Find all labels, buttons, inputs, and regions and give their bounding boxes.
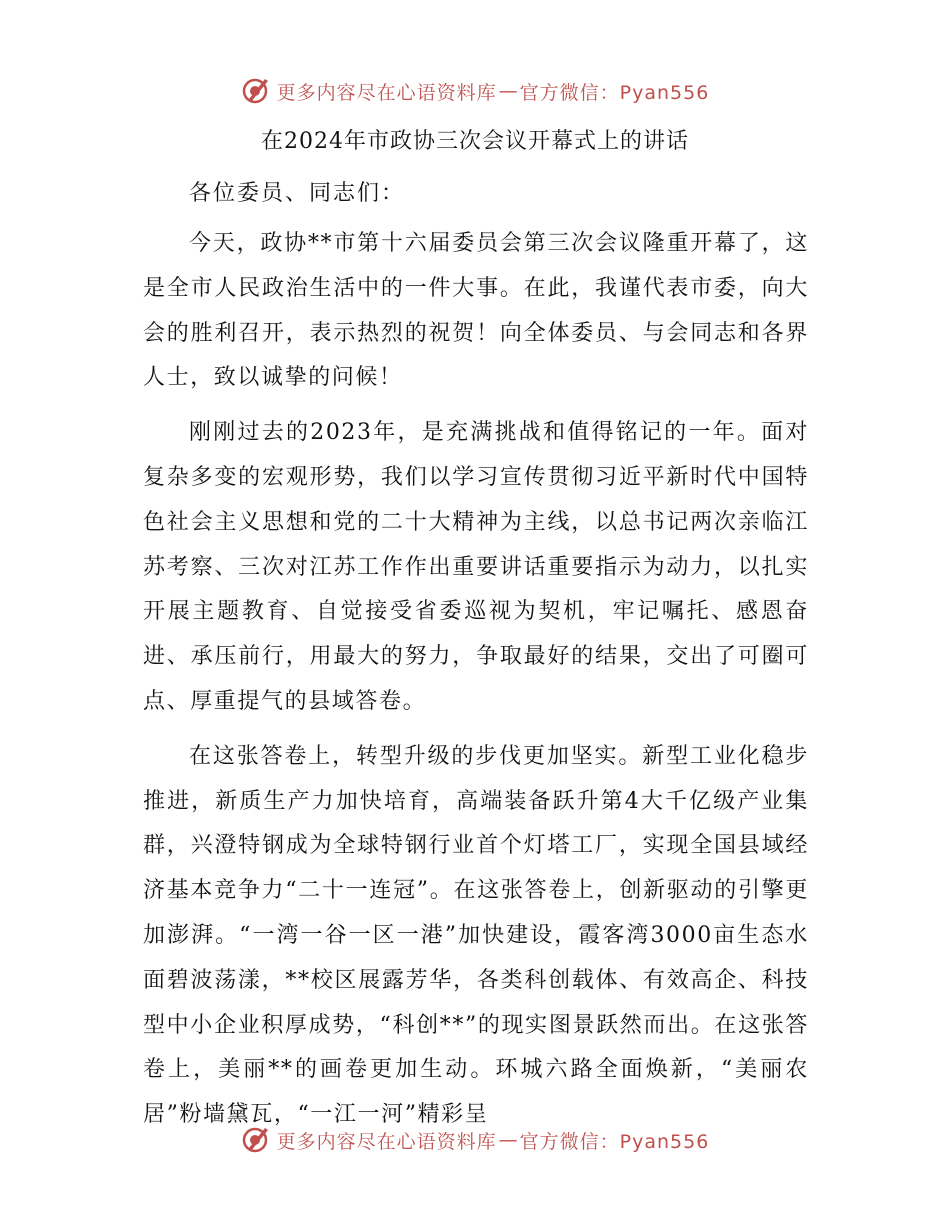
paragraph: 刚刚过去的2023年，是充满挑战和值得铭记的一年。面对复杂多变的宏观形势，我们以学习宣传贯彻习近平新时代中国特色社会主义思想和党的二十大精神为主线，以总书记两次亲临江苏考察、三次对江苏工作作出重要讲话重要指示为动力，以扎实开展主题教育、自觉接受省委巡视为契机，牢记嘱托、感恩奋进、承压前行，用最大的努力，争取最好的结果，交出了可圈可点、厚重提气的县域答卷。 (143, 420, 809, 714)
paragraph: 今天，政协**市第十六届委员会第三次会议隆重开幕了，这是全市人民政治生活中的一件大事。在此，我谨代表市委，向大会的胜利召开，表示热烈的祝贺！向全体委员、与会同志和各界人士，致以诚挚的问候！ (143, 231, 809, 391)
watermark-official: 官方微信：Pyan556 (519, 1130, 710, 1153)
document-body (143, 222, 809, 1148)
watermark-official: 官方微信：Pyan556 (519, 81, 710, 104)
quill-logo-icon (241, 76, 271, 106)
watermark-header (0, 71, 950, 111)
salutation: 各位委员、同志们： (189, 181, 406, 206)
paragraph: 在这张答卷上，转型升级的步伐更加坚实。新型工业化稳步推进，新质生产力加快培育，高端装备跃升第4大千亿级产业集群，兴澄特钢成为全球特钢行业首个灯塔工厂，实现全国县域经济基本竞争力“二十一连冠”。在这张答卷上，创新驱动的引擎更加澎湃。“一湾一谷一区一港”加快建设，霞客湾3000亩生态水面碧波荡漾，**校区展露芳华，各类科创载体、有效高企、科技型中小企业积厚成势，“科创**”的现实图景跃然而出。在这张答卷上，美丽**的画卷更加生动。环城六路全面焕新，“美丽农居”粉墙黛瓦，“一江一河”精彩呈 (143, 743, 809, 1128)
document-title: 在2024年市政协三次会议开幕式上的讲话 (261, 129, 689, 154)
watermark-text: 更多内容尽在心语资料库 (276, 1130, 497, 1153)
watermark-footer (0, 1120, 950, 1160)
quill-logo-icon (241, 1125, 271, 1155)
watermark-dash: — (498, 1129, 518, 1151)
watermark-dash: — (498, 80, 518, 102)
watermark-text: 更多内容尽在心语资料库 (276, 81, 497, 104)
